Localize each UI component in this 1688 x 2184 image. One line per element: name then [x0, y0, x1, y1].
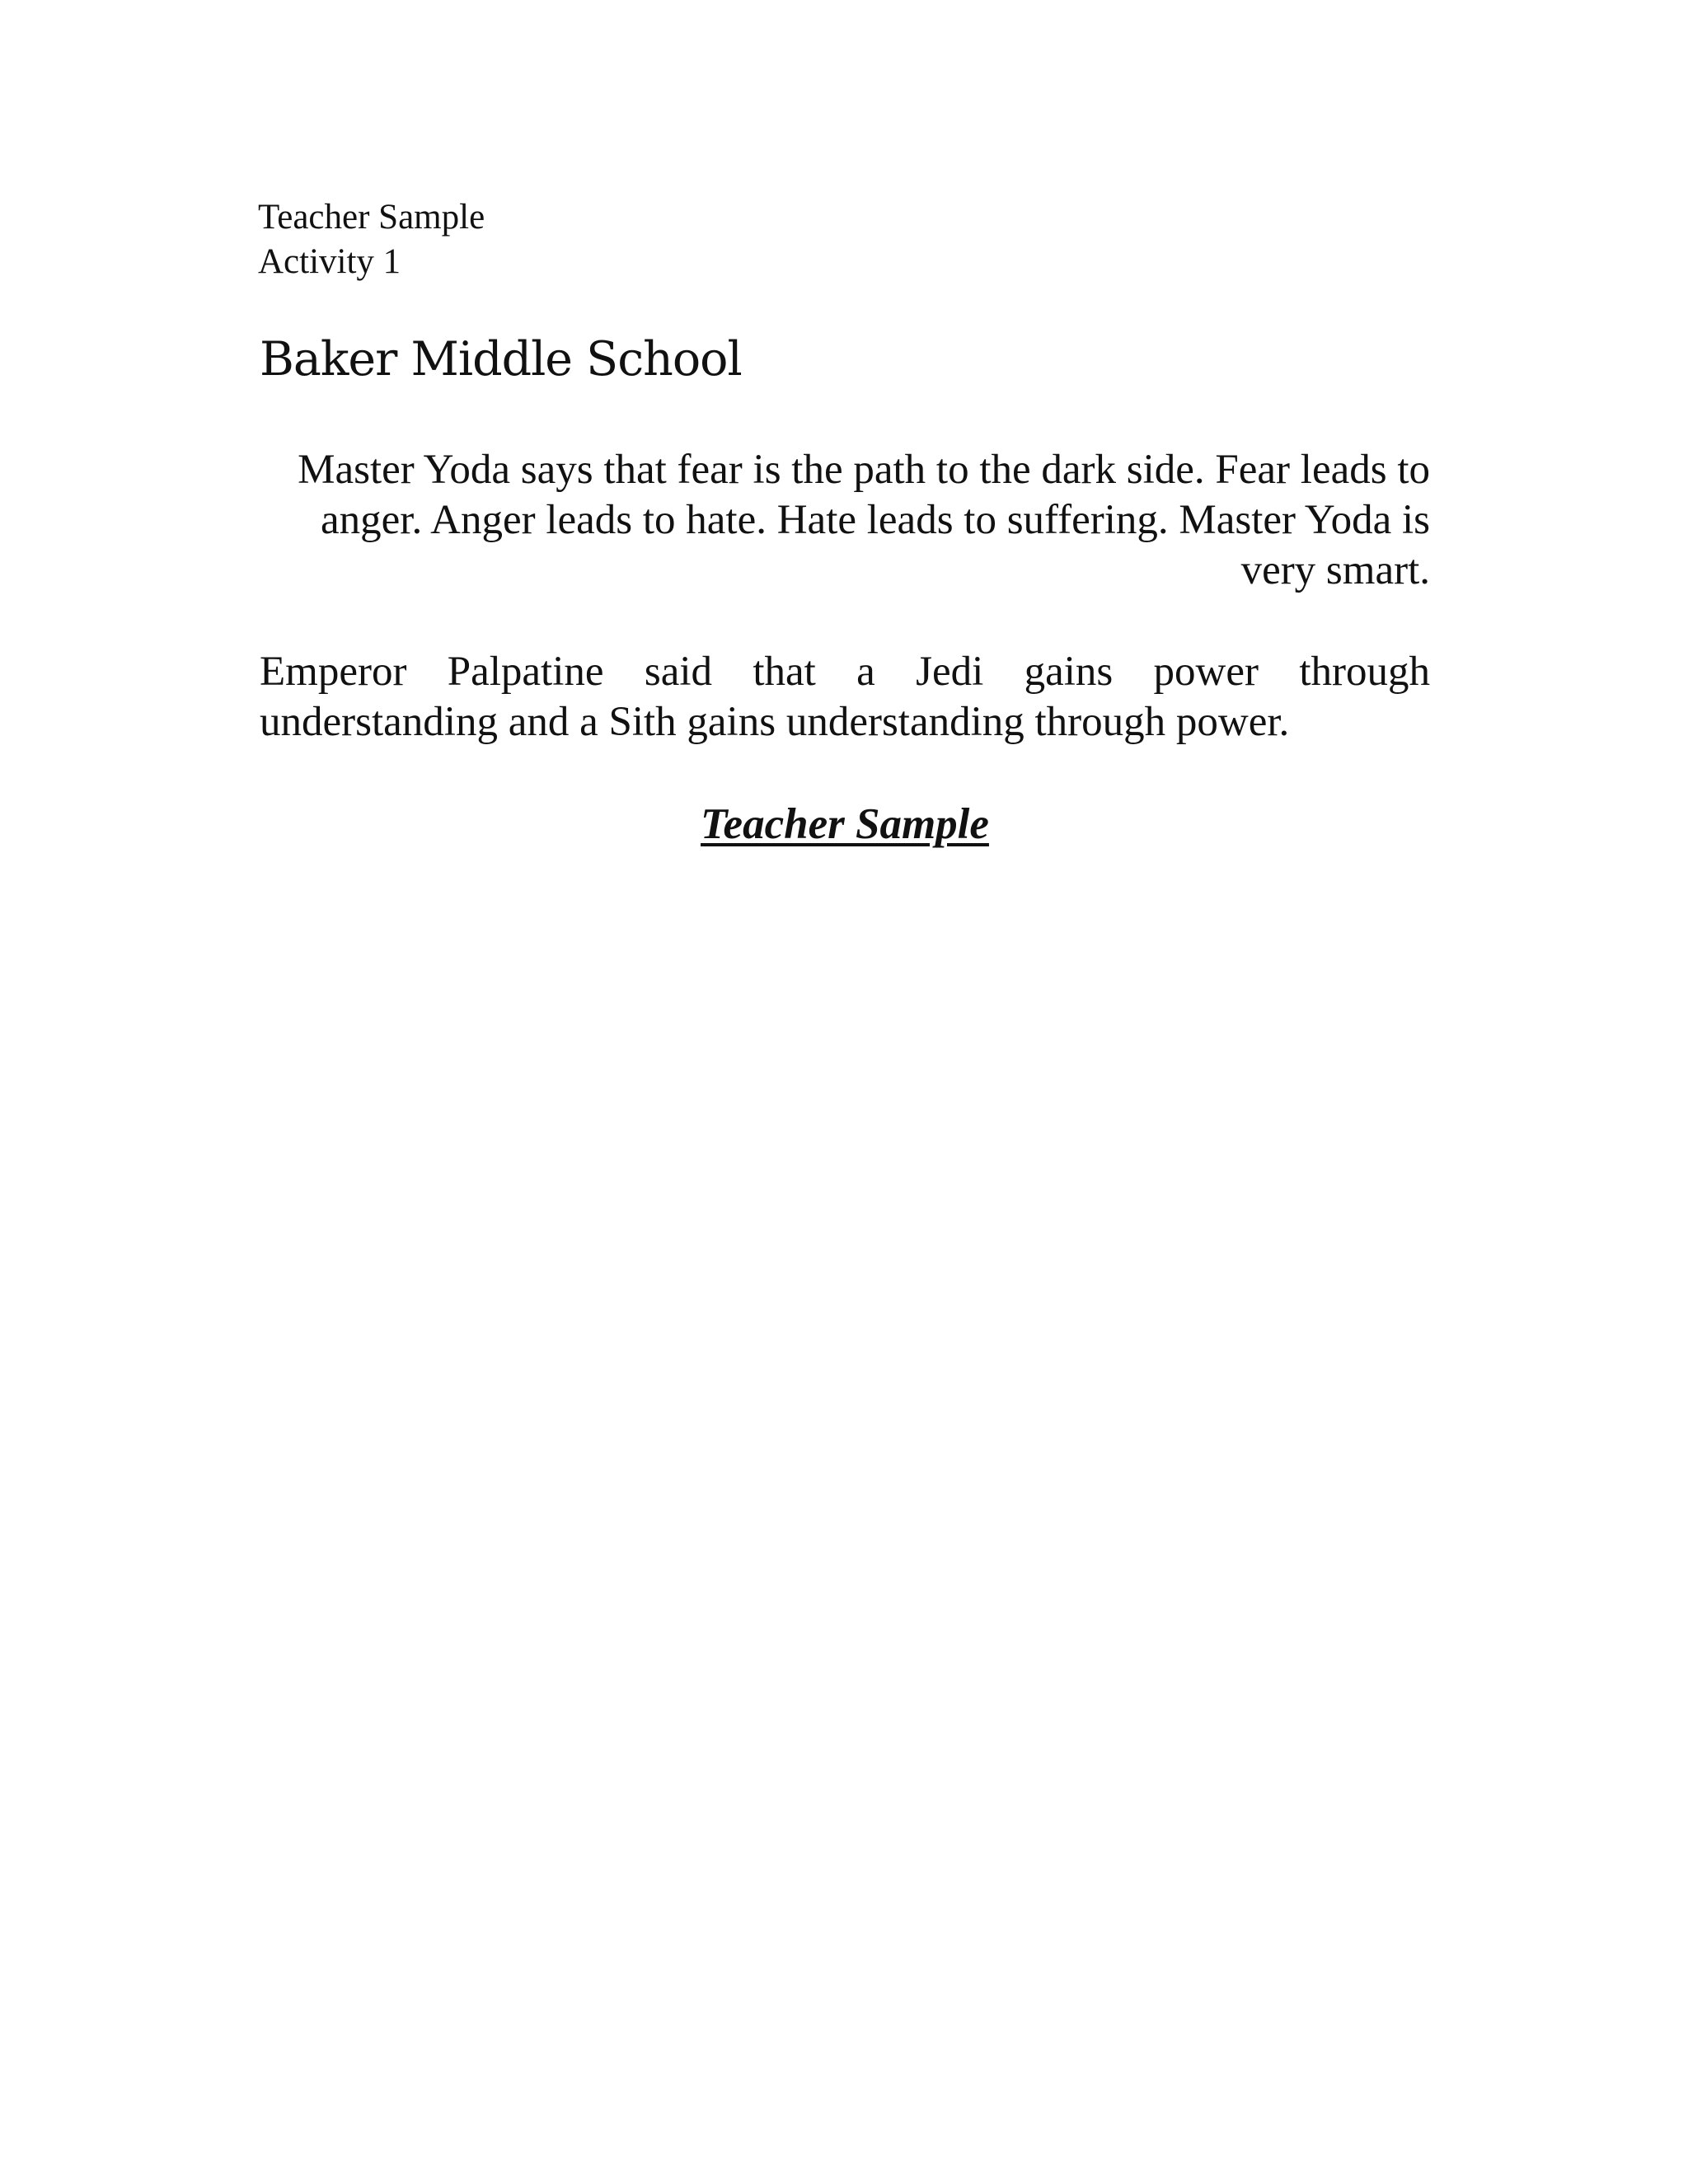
quote-paragraph: Master Yoda says that fear is the path to the dark side. Fear leads to anger. Anger leads to hate. Hate leads to suffering. Master Yoda is very smart.	[298, 447, 1430, 593]
teacher-sample-label: Teacher Sample	[701, 800, 989, 848]
body-paragraph: Emperor Palpatine said that a Jedi gains power through understanding and a Sith gains understanding through power.	[260, 649, 1430, 745]
document-header	[258, 195, 1000, 284]
header-label: Teacher Sample	[258, 198, 485, 237]
activity-label: Activity 1	[258, 242, 401, 281]
page-title: Baker Middle School	[260, 332, 742, 387]
